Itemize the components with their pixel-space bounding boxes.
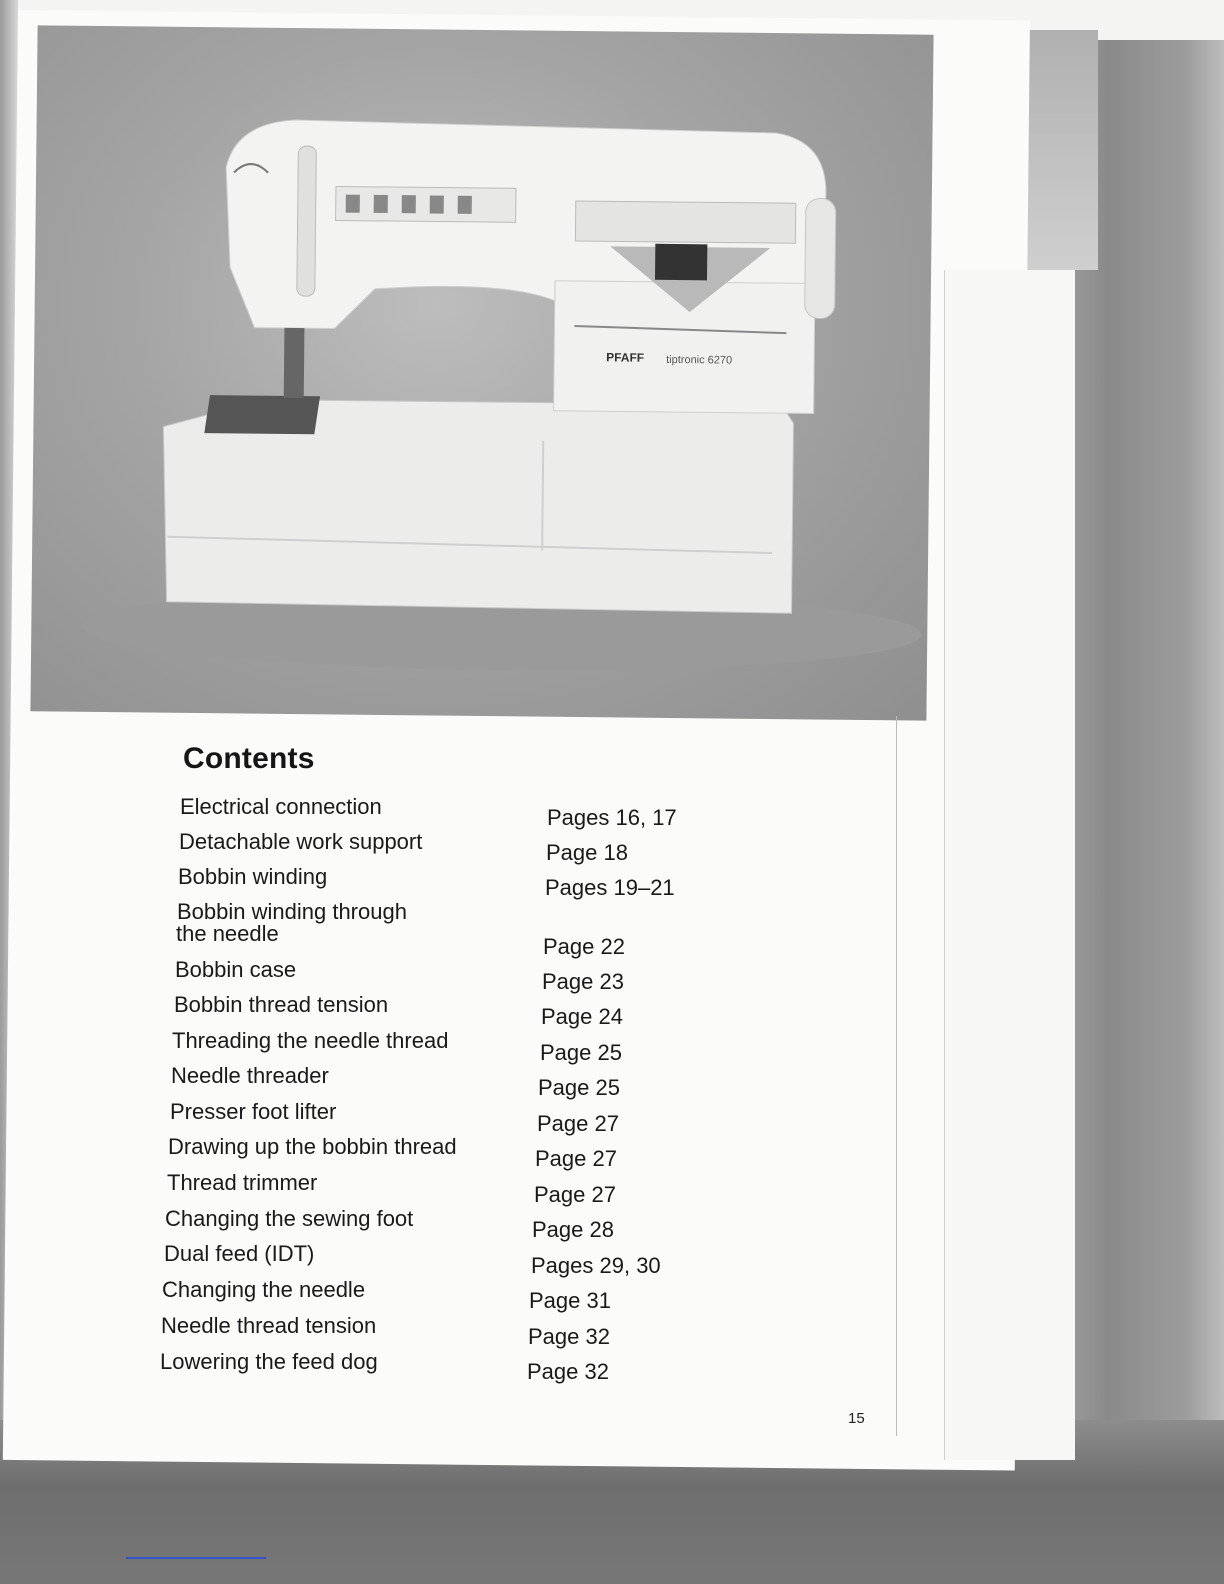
toc-entry: Drawing up the bobbin thread [168, 1134, 457, 1159]
toc-entry: Threading the needle thread [172, 1028, 449, 1053]
toc-page-ref: Pages 16, 17 [547, 805, 677, 830]
take-up-slot [297, 146, 317, 296]
page-margin-line [896, 716, 897, 1436]
stitch-button-row [336, 186, 516, 222]
model-label: tiptronic 6270 [666, 353, 733, 367]
toc-page-ref: Page 25 [538, 1075, 620, 1100]
toc-page-ref: Page 18 [546, 840, 628, 865]
needle-plate [204, 395, 320, 434]
toc-page-ref: Page 27 [535, 1146, 617, 1171]
bottom-underline [126, 1557, 266, 1559]
contents-title: Contents [183, 742, 315, 775]
brand-label: PFAFF [606, 350, 645, 365]
lcd-display [655, 244, 707, 281]
toc-page-ref: Page 31 [529, 1288, 611, 1313]
toc-page-ref: Page 32 [528, 1324, 610, 1349]
toc-page-ref: Pages 29, 30 [531, 1253, 661, 1278]
toc-entry: Lowering the feed dog [160, 1349, 378, 1374]
toc-page-ref: Page 28 [532, 1217, 614, 1242]
toc-entry: Presser foot lifter [170, 1099, 337, 1124]
sewing-machine-photo [30, 25, 933, 720]
adjacent-page-edge [944, 270, 1075, 1460]
toc-entry: Changing the sewing foot [165, 1206, 414, 1231]
toc-entry: Bobbin case [175, 957, 297, 982]
handwheel [805, 198, 836, 318]
toc-entry: Dual feed (IDT) [164, 1241, 315, 1266]
toc-entry-continued: the needle [176, 921, 279, 946]
toc-page-ref: Page 24 [541, 1004, 623, 1029]
page-number: 15 [848, 1410, 865, 1427]
toc-page-ref: Page 22 [543, 934, 625, 959]
toc-entry: Bobbin winding [178, 864, 328, 889]
toc-entry: Needle threader [171, 1063, 329, 1088]
toc-page-ref: Page 27 [537, 1111, 619, 1136]
toc-page-ref: Page 32 [527, 1359, 609, 1384]
toc-entry: Detachable work support [179, 829, 423, 854]
toc-entry: Bobbin winding through [177, 899, 407, 924]
toc-entry: Needle thread tension [161, 1313, 377, 1338]
sewing-machine-illustration [30, 25, 933, 720]
toc-entry: Changing the needle [162, 1277, 366, 1302]
toc-page-ref: Page 27 [534, 1182, 616, 1207]
toc-entry: Bobbin thread tension [174, 992, 389, 1017]
toc-page-ref: Page 23 [542, 969, 624, 994]
toc-page-ref: Pages 19–21 [545, 875, 675, 900]
free-arm-seam [542, 441, 543, 551]
presser-foot [284, 328, 305, 398]
toc-entry: Electrical connection [180, 794, 382, 819]
toc-page-ref: Page 25 [540, 1040, 622, 1065]
toc-entry: Thread trimmer [167, 1170, 318, 1195]
